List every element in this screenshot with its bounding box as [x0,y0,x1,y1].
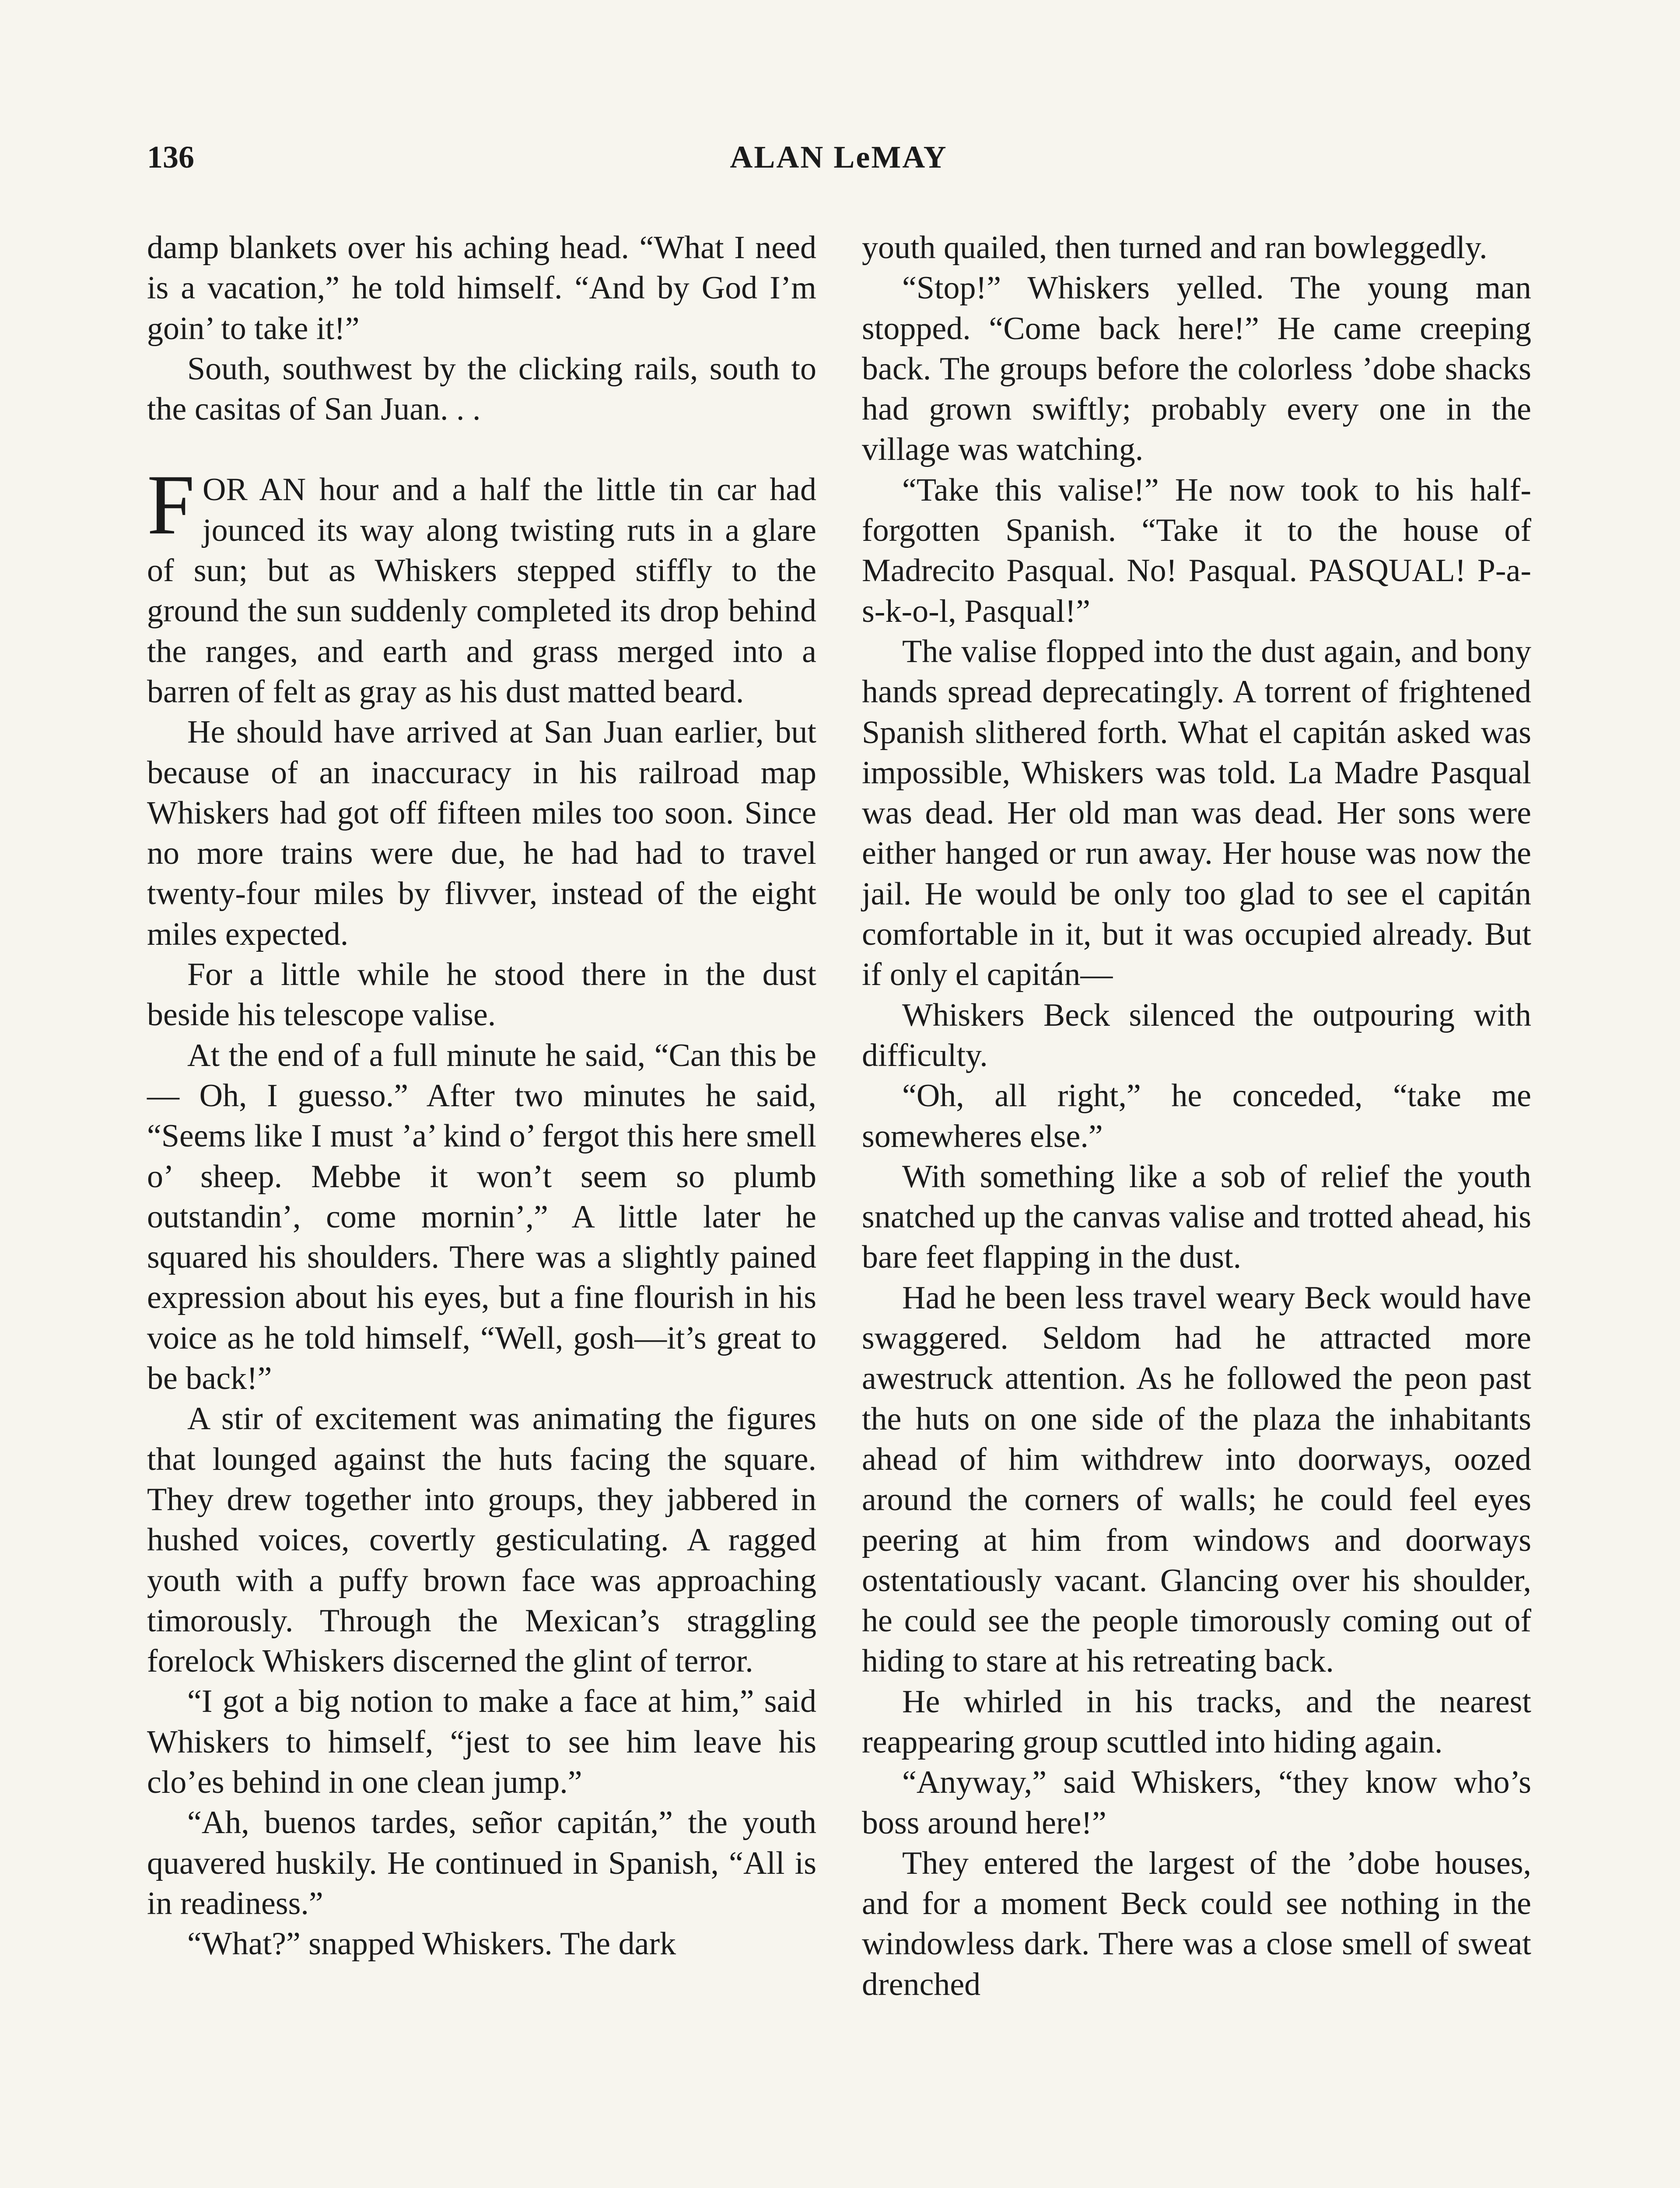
paragraph: “Oh, all right,” he conceded, “take me somewheres else.” [862,1078,1531,1154]
paragraph: He whirled in his tracks, and the nearest reappearing group scuttled into hiding again. [862,1683,1531,1760]
paragraph: With something like a sob of relief the youth snatched up the canvas valise and trotted ahead, his bare feet flapping in the dust. [862,1158,1531,1276]
paragraph: The valise flopped into the dust again, and bony hands spread deprecatingly. A torrent of frightened Spanish slithered forth. What el capitán asked was impossible, Whiskers was told. La Madre Pasqual was dead. Her old man was dead. Her sons were either hanged or run away. Her house was now the jail. He would be only too glad to see el capitán comfortable in it, but it was occupied already. But if only el capitán— [862,633,1531,993]
paragraph: youth quailed, then turned and ran bowleggedly. [862,230,1488,266]
paragraph: Had he been less travel weary Beck would have swaggered. Seldom had he attracted more awestruck attention. As he followed the peon past the huts on one side of the plaza the inhabitants ahead of him withdrew into doorways, oozed around the corners of walls; he could feel eyes peering at him from windows and doorways ostentatiously vacant. Glancing over his shoulder, he could see the people timorously coming out of hiding to stare at his retreating back. [862,1280,1531,1680]
section-opening-paragraph [147,457,816,712]
paragraph: “What?” snapped Whiskers. The dark [187,1926,676,1962]
running-head: ALAN LeMAY [730,140,948,175]
paragraph: “Take this valise!” He now took to his half-forgotten Spanish. “Take it to the house of Madrecito Pasqual. No! Pasqual. PASQUAL! P-a-s-k-o-l, Pasqual!” [862,472,1531,629]
paragraph: A stir of excitement was animating the figures that lounged against the huts facing the square. They drew together into groups, they jabbered in hushed voices, covertly gesticulating. A ragged youth with a puffy brown face was approaching timorously. Through the Mexican’s straggling forelock Whiskers discerned the glint of terror. [147,1401,816,1680]
paragraph: Whiskers Beck silenced the outpouring with difficulty. [862,997,1531,1073]
paragraph: For a little while he stood there in the dust beside his telescope valise. [147,957,816,1033]
paragraph: damp blankets over his aching head. “What I need is a vacation,” he told himself. “And by God I’m goin’ to take it!” [147,230,816,347]
page-header [147,139,1530,187]
right-column [862,228,1531,2005]
paragraph: He should have arrived at San Juan earlier, but because of an inaccuracy in his railroad map Whiskers had got off fifteen miles too soon. Since no more trains were due, he had had to travel twenty-four miles by flivver, instead of the eight miles expected. [147,714,816,952]
paragraph: “Stop!” Whiskers yelled. The young man stopped. “Come back here!” He came creeping back. The groups before the colorless ’dobe shacks had grown swiftly; probably every one in the village was watching. [862,270,1531,468]
paragraph: “Ah, buenos tardes, señor capitán,” the youth quavered huskily. He continued in Spanish, “All is in readiness.” [147,1805,816,1922]
drop-cap: F [147,457,195,553]
left-column [147,228,816,1964]
paragraph: They entered the largest of the ’dobe houses, and for a moment Beck could see nothing in the windowless dark. There was a close smell of sweat drenched [862,1845,1531,2002]
paragraph: At the end of a full minute he said, “Can this be— Oh, I guesso.” After two minutes he said, “Seems like I must ’a’ kind o’ fergot this here smell o’ sheep. Mebbe it won’t seem so plumb outstandin’, come mornin’,” A little later he squared his shoulders. There was a slightly pained expression about his eyes, but a fine flourish in his voice as he told himself, “Well, gosh—it’s great to be back!” [147,1037,816,1397]
page-number: 136 [147,140,194,175]
paragraph-text: OR AN hour and a half the little tin car had jounced its way along twisting ruts in a glare of sun; but as Whiskers stepped stiffly to the ground the sun suddenly completed its drop behind the ranges, and earth and grass merged into a barren of felt as gray as his dust matted beard. [147,472,816,710]
paragraph: “I got a big notion to make a face at him,” said Whiskers to himself, “jest to see him leave his clo’es behind in one clean jump.” [147,1683,816,1800]
paragraph: “Anyway,” said Whiskers, “they know who’s boss around here!” [862,1764,1531,1841]
paragraph: South, southwest by the clicking rails, south to the casitas of San Juan. . . [147,351,816,428]
